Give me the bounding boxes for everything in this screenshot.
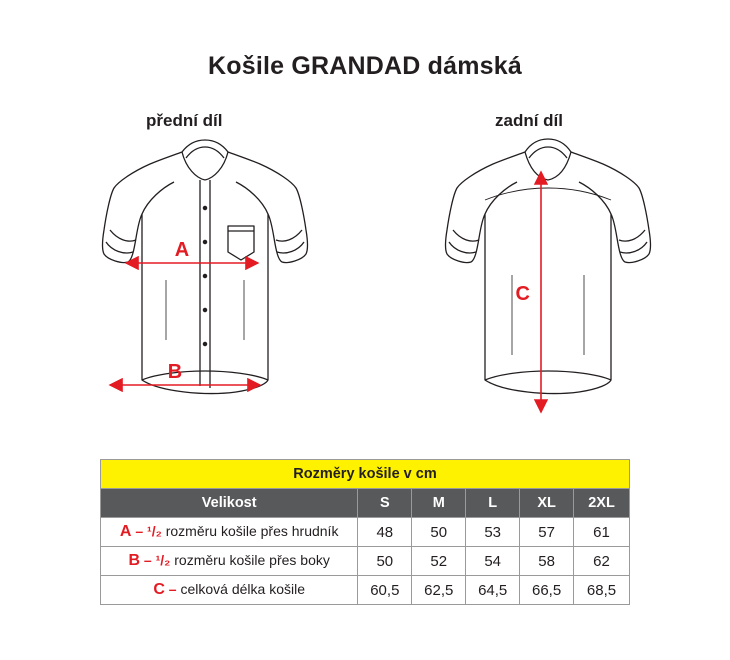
- row-a-value-xl: 57: [520, 518, 574, 547]
- front-shirt-illustration: [70, 130, 370, 440]
- back-shirt-illustration: [430, 130, 690, 440]
- measure-c-letter: C: [515, 283, 530, 305]
- row-b-marker: B: [128, 552, 141, 569]
- page-title: Košile GRANDAD dámská: [207, 52, 522, 80]
- back-view-label: zadní díl: [495, 111, 563, 130]
- row-b-dash: –: [143, 552, 152, 568]
- table-caption-row: [101, 460, 630, 489]
- row-b-value-s: 50: [358, 547, 412, 576]
- header-size-xl: XL: [520, 489, 574, 518]
- row-c-label: [101, 576, 358, 605]
- table-caption-text: Rozměry košile v: [293, 466, 416, 482]
- header-size-s: S: [358, 489, 412, 518]
- row-c-dash: –: [168, 581, 177, 597]
- table-row: [101, 576, 630, 605]
- row-b-fraction: ¹/₂: [155, 552, 171, 568]
- table-caption-unit: cm: [415, 466, 437, 482]
- measure-a-letter: A: [174, 239, 190, 261]
- header-size-2xl: 2XL: [574, 489, 630, 518]
- row-a-desc: rozměru košile přes hrudník: [165, 523, 339, 539]
- row-a-dash: –: [135, 523, 144, 539]
- row-c-value-s: 60,5: [358, 576, 412, 605]
- row-c-value-xl: 66,5: [520, 576, 574, 605]
- row-b-value-l: 54: [466, 547, 520, 576]
- header-size-l: L: [466, 489, 520, 518]
- table-row: [101, 518, 630, 547]
- row-b-value-m: 52: [412, 547, 466, 576]
- row-a-value-l: 53: [466, 518, 520, 547]
- row-c-value-2xl: 68,5: [574, 576, 630, 605]
- row-c-value-m: 62,5: [412, 576, 466, 605]
- table-caption: [101, 460, 630, 489]
- row-b-label: [101, 547, 358, 576]
- front-view-label: přední díl: [146, 111, 223, 130]
- measure-b-letter: B: [167, 361, 183, 383]
- row-b-value-xl: 58: [520, 547, 574, 576]
- row-b-value-2xl: 62: [574, 547, 630, 576]
- row-c-value-l: 64,5: [466, 576, 520, 605]
- row-b-desc: rozměru košile přes boky: [174, 552, 330, 568]
- header-size-m: M: [412, 489, 466, 518]
- row-a-marker: A: [119, 523, 132, 540]
- row-a-value-m: 50: [412, 518, 466, 547]
- row-a-label: [101, 518, 358, 547]
- row-a-value-s: 48: [358, 518, 412, 547]
- row-c-marker: C: [153, 581, 165, 598]
- size-table: [100, 459, 630, 605]
- row-a-fraction: ¹/₂: [147, 523, 162, 539]
- row-a-value-2xl: 61: [574, 518, 630, 547]
- row-c-desc: celková délka košile: [180, 581, 305, 597]
- table-header-row: [101, 489, 630, 518]
- table-row: [101, 547, 630, 576]
- header-size-label: Velikost: [101, 489, 358, 518]
